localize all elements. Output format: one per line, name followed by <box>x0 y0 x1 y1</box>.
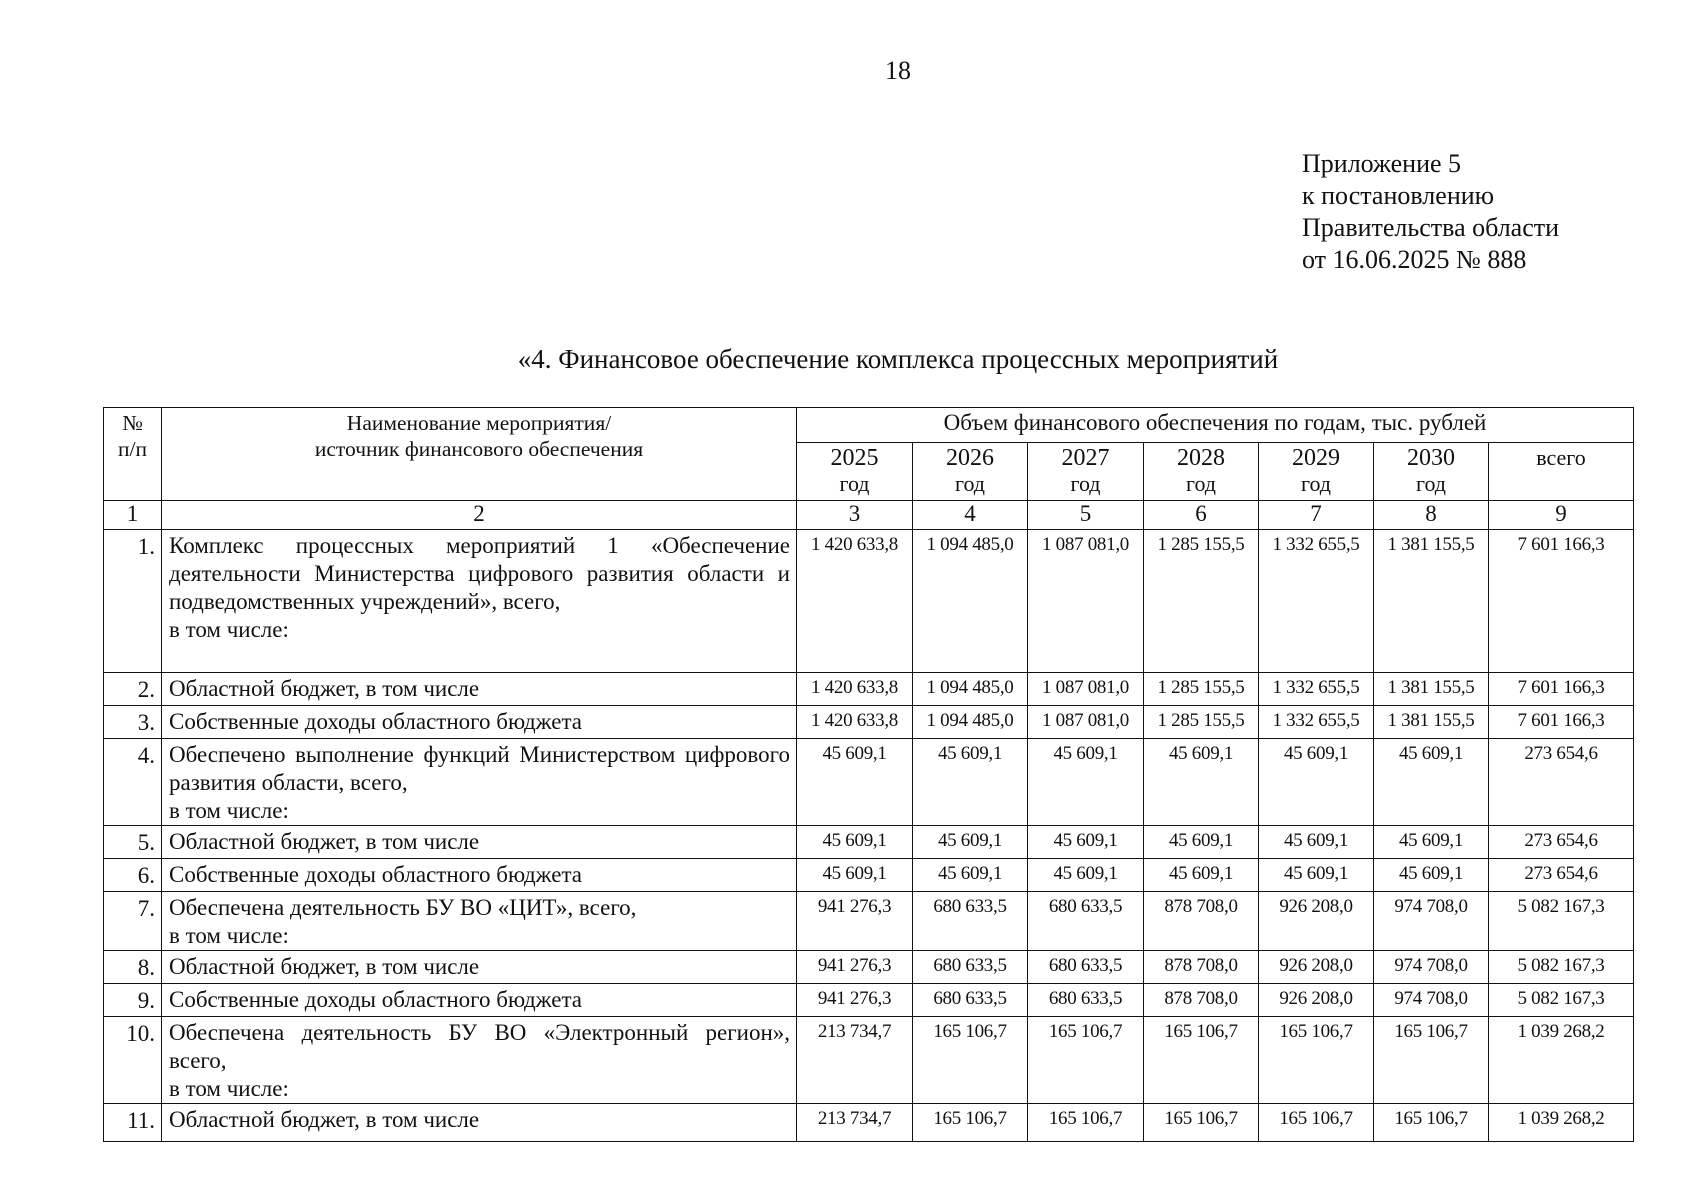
appendix-line: от 16.06.2025 № 888 <box>1302 245 1527 274</box>
column-index: 3 <box>797 501 913 530</box>
row-year-value: 941 276,3 <box>797 892 913 951</box>
table-row <box>104 859 1634 892</box>
row-name-subtext: в том числе: <box>169 798 289 823</box>
section-title: «4. Финансовое обеспечение комплекса процессных мероприятий <box>517 344 1279 374</box>
year-suffix: год <box>1415 471 1447 496</box>
row-number: 7. <box>104 892 162 951</box>
row-name <box>162 706 797 739</box>
row-year-value: 45 609,1 <box>913 826 1028 859</box>
row-total-value: 1 039 268,2 <box>1489 1017 1634 1104</box>
row-year-value: 1 285 155,5 <box>1144 706 1259 739</box>
table-row <box>104 673 1634 706</box>
row-number: 6. <box>104 859 162 892</box>
row-name <box>162 892 797 951</box>
row-total-value: 273 654,6 <box>1489 739 1634 826</box>
row-name-text: Собственные доходы областного бюджета <box>169 709 583 734</box>
row-year-value: 1 381 155,5 <box>1374 673 1489 706</box>
row-name <box>162 673 797 706</box>
row-year-value: 680 633,5 <box>1028 984 1144 1017</box>
row-name-subtext: в том числе: <box>169 923 289 948</box>
column-index: 9 <box>1489 501 1634 530</box>
row-total-value: 7 601 166,3 <box>1489 530 1634 673</box>
row-year-value: 165 106,7 <box>1028 1104 1144 1142</box>
page-number: 18 <box>885 56 911 85</box>
table-body <box>104 530 1634 1142</box>
row-name <box>162 739 797 826</box>
row-total-value: 5 082 167,3 <box>1489 951 1634 984</box>
year-suffix: год <box>1070 471 1101 496</box>
row-name <box>162 859 797 892</box>
year-suffix: год <box>839 471 870 496</box>
row-year-value: 1 094 485,0 <box>913 706 1028 739</box>
table-row <box>104 951 1634 984</box>
row-name <box>162 530 797 673</box>
row-year-value: 680 633,5 <box>913 984 1028 1017</box>
row-year-value: 1 420 633,8 <box>797 530 913 673</box>
row-year-value: 45 609,1 <box>1028 826 1144 859</box>
row-number: 2. <box>104 673 162 706</box>
header-year <box>797 443 913 501</box>
row-year-value: 165 106,7 <box>1144 1017 1259 1104</box>
row-year-value: 165 106,7 <box>1374 1017 1489 1104</box>
row-name-text: Обеспечена деятельность БУ ВО «ЦИТ», всего, <box>169 895 637 920</box>
column-index: 4 <box>913 501 1028 530</box>
row-year-value: 680 633,5 <box>1028 951 1144 984</box>
row-year-value: 974 708,0 <box>1374 892 1489 951</box>
row-year-value: 45 609,1 <box>1144 826 1259 859</box>
row-total-value: 273 654,6 <box>1489 826 1634 859</box>
row-year-value: 680 633,5 <box>913 892 1028 951</box>
row-year-value: 45 609,1 <box>1144 859 1259 892</box>
year-label: 2029 <box>1292 445 1340 471</box>
table-row <box>104 739 1634 826</box>
row-name-text: Обеспечено выполнение функций Министерством цифрового развития области, всего, <box>169 742 790 795</box>
row-name-text: Областной бюджет, в том числе <box>169 676 480 701</box>
row-year-value: 1 094 485,0 <box>913 673 1028 706</box>
table-row <box>104 1017 1634 1104</box>
row-year-value: 974 708,0 <box>1374 984 1489 1017</box>
column-index: 6 <box>1144 501 1259 530</box>
row-total-value: 7 601 166,3 <box>1489 673 1634 706</box>
row-year-value: 45 609,1 <box>913 859 1028 892</box>
appendix-line: к постановлению <box>1302 181 1495 210</box>
row-year-value: 1 332 655,5 <box>1259 530 1374 673</box>
row-year-value: 165 106,7 <box>913 1017 1028 1104</box>
row-year-value: 165 106,7 <box>1374 1104 1489 1142</box>
row-year-value: 165 106,7 <box>1144 1104 1259 1142</box>
header-number-line: № <box>122 411 143 435</box>
row-year-value: 45 609,1 <box>1374 739 1489 826</box>
row-name-subtext: в том числе: <box>169 1076 289 1101</box>
row-year-value: 680 633,5 <box>1028 892 1144 951</box>
row-number: 9. <box>104 984 162 1017</box>
header-total <box>1489 443 1634 501</box>
row-name <box>162 951 797 984</box>
row-total-value: 1 039 268,2 <box>1489 1104 1634 1142</box>
row-year-value: 878 708,0 <box>1144 951 1259 984</box>
row-year-value: 1 087 081,0 <box>1028 706 1144 739</box>
header-name-line: Наименование мероприятия/ <box>346 411 612 435</box>
row-year-value: 165 106,7 <box>913 1104 1028 1142</box>
row-year-value: 45 609,1 <box>1259 739 1374 826</box>
row-name <box>162 826 797 859</box>
row-name-text: Комплекс процессных мероприятий 1 «Обеспечение деятельности Министерства цифрового развития области и подведомственных учреждений», всего, <box>169 533 790 614</box>
row-year-value: 45 609,1 <box>1028 859 1144 892</box>
row-name <box>162 984 797 1017</box>
row-name-text: Областной бюджет, в том числе <box>169 829 480 854</box>
column-index: 1 <box>104 501 162 530</box>
row-number: 1. <box>104 530 162 673</box>
header-year <box>1028 443 1144 501</box>
year-suffix: год <box>954 471 986 496</box>
row-year-value: 213 734,7 <box>797 1017 913 1104</box>
year-label: 2030 <box>1407 445 1455 471</box>
header-volume: Объем финансового обеспечения по годам, тыс. рублей <box>797 408 1634 443</box>
row-total-value: 5 082 167,3 <box>1489 892 1634 951</box>
row-year-value: 213 734,7 <box>797 1104 913 1142</box>
year-label: 2026 <box>946 445 994 471</box>
row-year-value: 45 609,1 <box>797 859 913 892</box>
table-row <box>104 530 1634 673</box>
row-year-value: 45 609,1 <box>1028 739 1144 826</box>
row-year-value: 926 208,0 <box>1259 984 1374 1017</box>
column-index: 2 <box>162 501 797 530</box>
year-suffix: год <box>1185 471 1217 496</box>
row-year-value: 45 609,1 <box>1259 859 1374 892</box>
row-year-value: 165 106,7 <box>1259 1104 1374 1142</box>
row-year-value: 1 420 633,8 <box>797 673 913 706</box>
row-year-value: 45 609,1 <box>913 739 1028 826</box>
header-number <box>104 408 162 501</box>
table-row <box>104 706 1634 739</box>
row-year-value: 1 285 155,5 <box>1144 673 1259 706</box>
table-row <box>104 1104 1634 1142</box>
header-number-line: п/п <box>118 437 147 461</box>
table-row <box>104 892 1634 951</box>
row-number: 5. <box>104 826 162 859</box>
year-label: 2027 <box>1061 445 1110 471</box>
year-label: 2028 <box>1177 445 1225 471</box>
row-year-value: 1 094 485,0 <box>913 530 1028 673</box>
row-year-value: 45 609,1 <box>797 826 913 859</box>
column-index: 5 <box>1028 501 1144 530</box>
row-number: 8. <box>104 951 162 984</box>
header-name <box>162 408 797 501</box>
row-year-value: 974 708,0 <box>1374 951 1489 984</box>
row-name-text: Областной бюджет, в том числе <box>169 954 480 979</box>
column-index: 8 <box>1374 501 1489 530</box>
row-year-value: 45 609,1 <box>1144 739 1259 826</box>
row-year-value: 165 106,7 <box>1028 1017 1144 1104</box>
row-year-value: 165 106,7 <box>1259 1017 1374 1104</box>
column-index-row <box>104 501 1634 530</box>
row-number: 4. <box>104 739 162 826</box>
row-number: 11. <box>104 1104 162 1142</box>
table-row <box>104 826 1634 859</box>
row-year-value: 878 708,0 <box>1144 984 1259 1017</box>
table-header <box>104 408 1634 530</box>
row-total-value: 7 601 166,3 <box>1489 706 1634 739</box>
year-label: 2025 <box>830 445 879 471</box>
year-suffix: год <box>1300 471 1332 496</box>
row-name-text: Обеспечена деятельность БУ ВО «Электронный регион», всего, <box>169 1020 790 1073</box>
row-total-value: 273 654,6 <box>1489 859 1634 892</box>
row-year-value: 941 276,3 <box>797 984 913 1017</box>
financing-table <box>103 407 1634 1142</box>
row-name-subtext: в том числе: <box>169 617 289 642</box>
row-name <box>162 1104 797 1142</box>
row-year-value: 45 609,1 <box>797 739 913 826</box>
header-year <box>913 443 1028 501</box>
row-total-value: 5 082 167,3 <box>1489 984 1634 1017</box>
row-year-value: 1 332 655,5 <box>1259 706 1374 739</box>
row-name <box>162 1017 797 1104</box>
row-year-value: 1 087 081,0 <box>1028 673 1144 706</box>
header-year <box>1259 443 1374 501</box>
row-year-value: 680 633,5 <box>913 951 1028 984</box>
header-year <box>1144 443 1259 501</box>
row-year-value: 1 381 155,5 <box>1374 706 1489 739</box>
header-name-line: источник финансового обеспечения <box>314 437 644 461</box>
row-number: 10. <box>104 1017 162 1104</box>
row-year-value: 1 285 155,5 <box>1144 530 1259 673</box>
row-year-value: 1 332 655,5 <box>1259 673 1374 706</box>
row-name-text: Областной бюджет, в том числе <box>169 1107 480 1132</box>
appendix-line: Правительства области <box>1302 213 1560 242</box>
row-name-text: Собственные доходы областного бюджета <box>169 987 583 1012</box>
row-year-value: 926 208,0 <box>1259 892 1374 951</box>
row-year-value: 1 420 633,8 <box>797 706 913 739</box>
appendix-line: Приложение 5 <box>1302 149 1462 178</box>
row-name-text: Собственные доходы областного бюджета <box>169 862 583 887</box>
row-year-value: 878 708,0 <box>1144 892 1259 951</box>
row-year-value: 1 381 155,5 <box>1374 530 1489 673</box>
row-year-value: 45 609,1 <box>1374 826 1489 859</box>
row-year-value: 1 087 081,0 <box>1028 530 1144 673</box>
column-index: 7 <box>1259 501 1374 530</box>
total-label: всего <box>1536 445 1586 470</box>
row-year-value: 926 208,0 <box>1259 951 1374 984</box>
row-year-value: 45 609,1 <box>1374 859 1489 892</box>
row-year-value: 45 609,1 <box>1259 826 1374 859</box>
table-row <box>104 984 1634 1017</box>
row-year-value: 941 276,3 <box>797 951 913 984</box>
row-number: 3. <box>104 706 162 739</box>
header-year <box>1374 443 1489 501</box>
appendix-block <box>1302 148 1559 276</box>
